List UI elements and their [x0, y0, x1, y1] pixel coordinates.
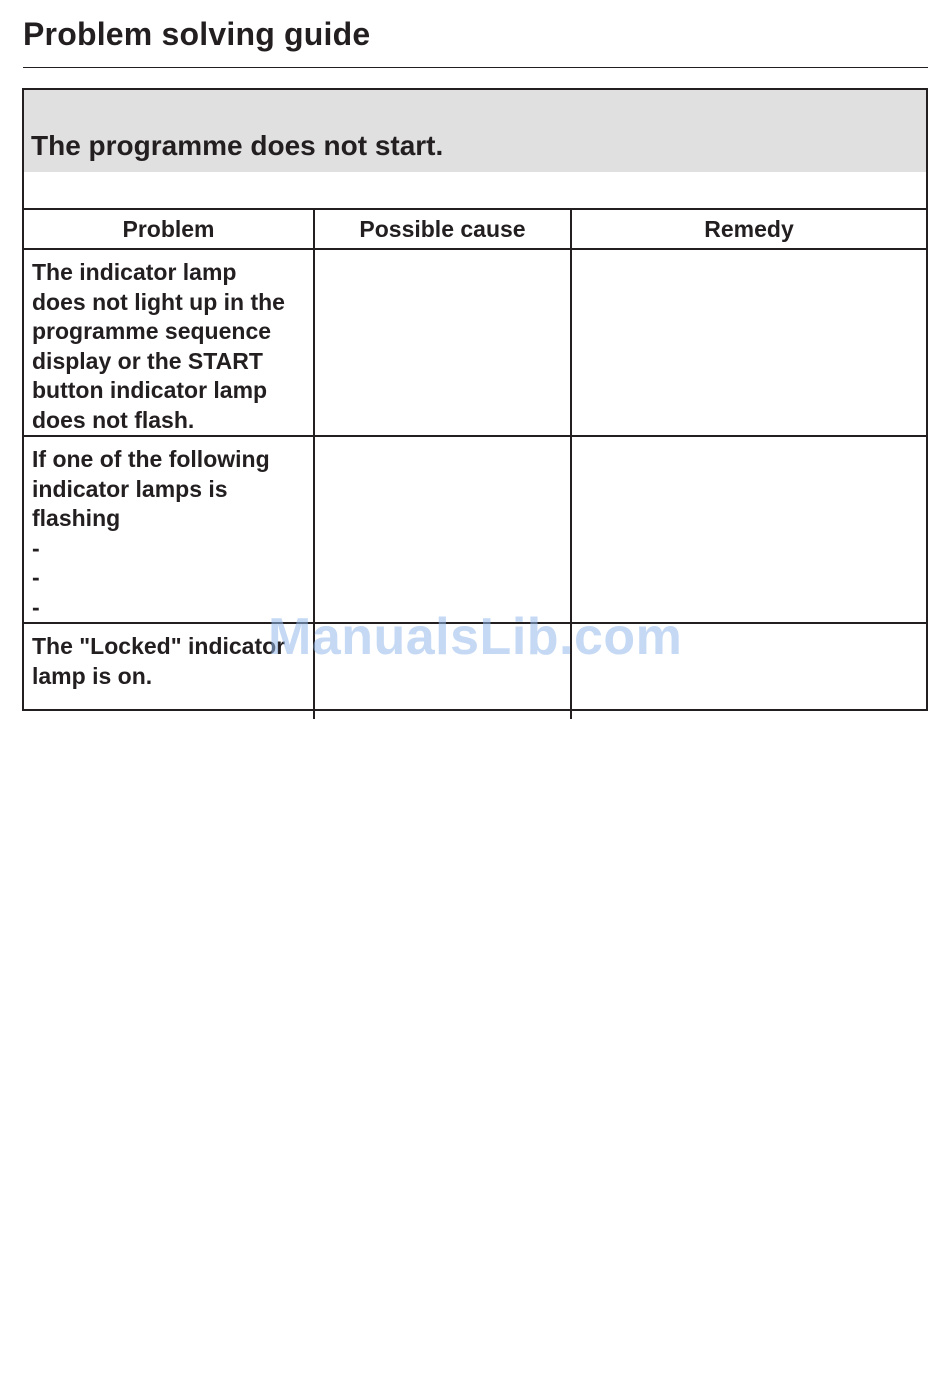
table-row [24, 436, 926, 623]
remedy-cell [571, 249, 926, 436]
section-heading: The programme does not start. [31, 130, 444, 161]
troubleshooting-section [22, 88, 928, 711]
problem-cell [24, 623, 314, 719]
title-divider [23, 67, 928, 68]
table-row [24, 249, 926, 436]
problem-cell [24, 436, 314, 623]
cause-cell [314, 249, 571, 436]
problem-text: The "Locked" indicator lamp is on. [32, 633, 286, 689]
table-row [24, 623, 926, 719]
watermark: ManualsLib.com [268, 608, 683, 666]
cause-cell [314, 436, 571, 623]
section-header-band [24, 90, 926, 172]
header-remedy: Remedy [571, 209, 926, 249]
remedy-cell [571, 436, 926, 623]
problem-table [24, 208, 926, 719]
table-header-row [24, 209, 926, 249]
header-possible-cause: Possible cause [314, 209, 571, 249]
problem-cell [24, 249, 314, 436]
problem-text: If one of the following indicator lamps is flashing - - - [32, 446, 270, 620]
header-problem: Problem [24, 209, 314, 249]
problem-text: The indicator lamp does not light up in the programme sequence display or the START button indicator lamp does not flash. [32, 259, 285, 433]
page-title: Problem solving guide [23, 16, 371, 52]
cause-cell [314, 623, 571, 719]
remedy-cell [571, 623, 926, 719]
